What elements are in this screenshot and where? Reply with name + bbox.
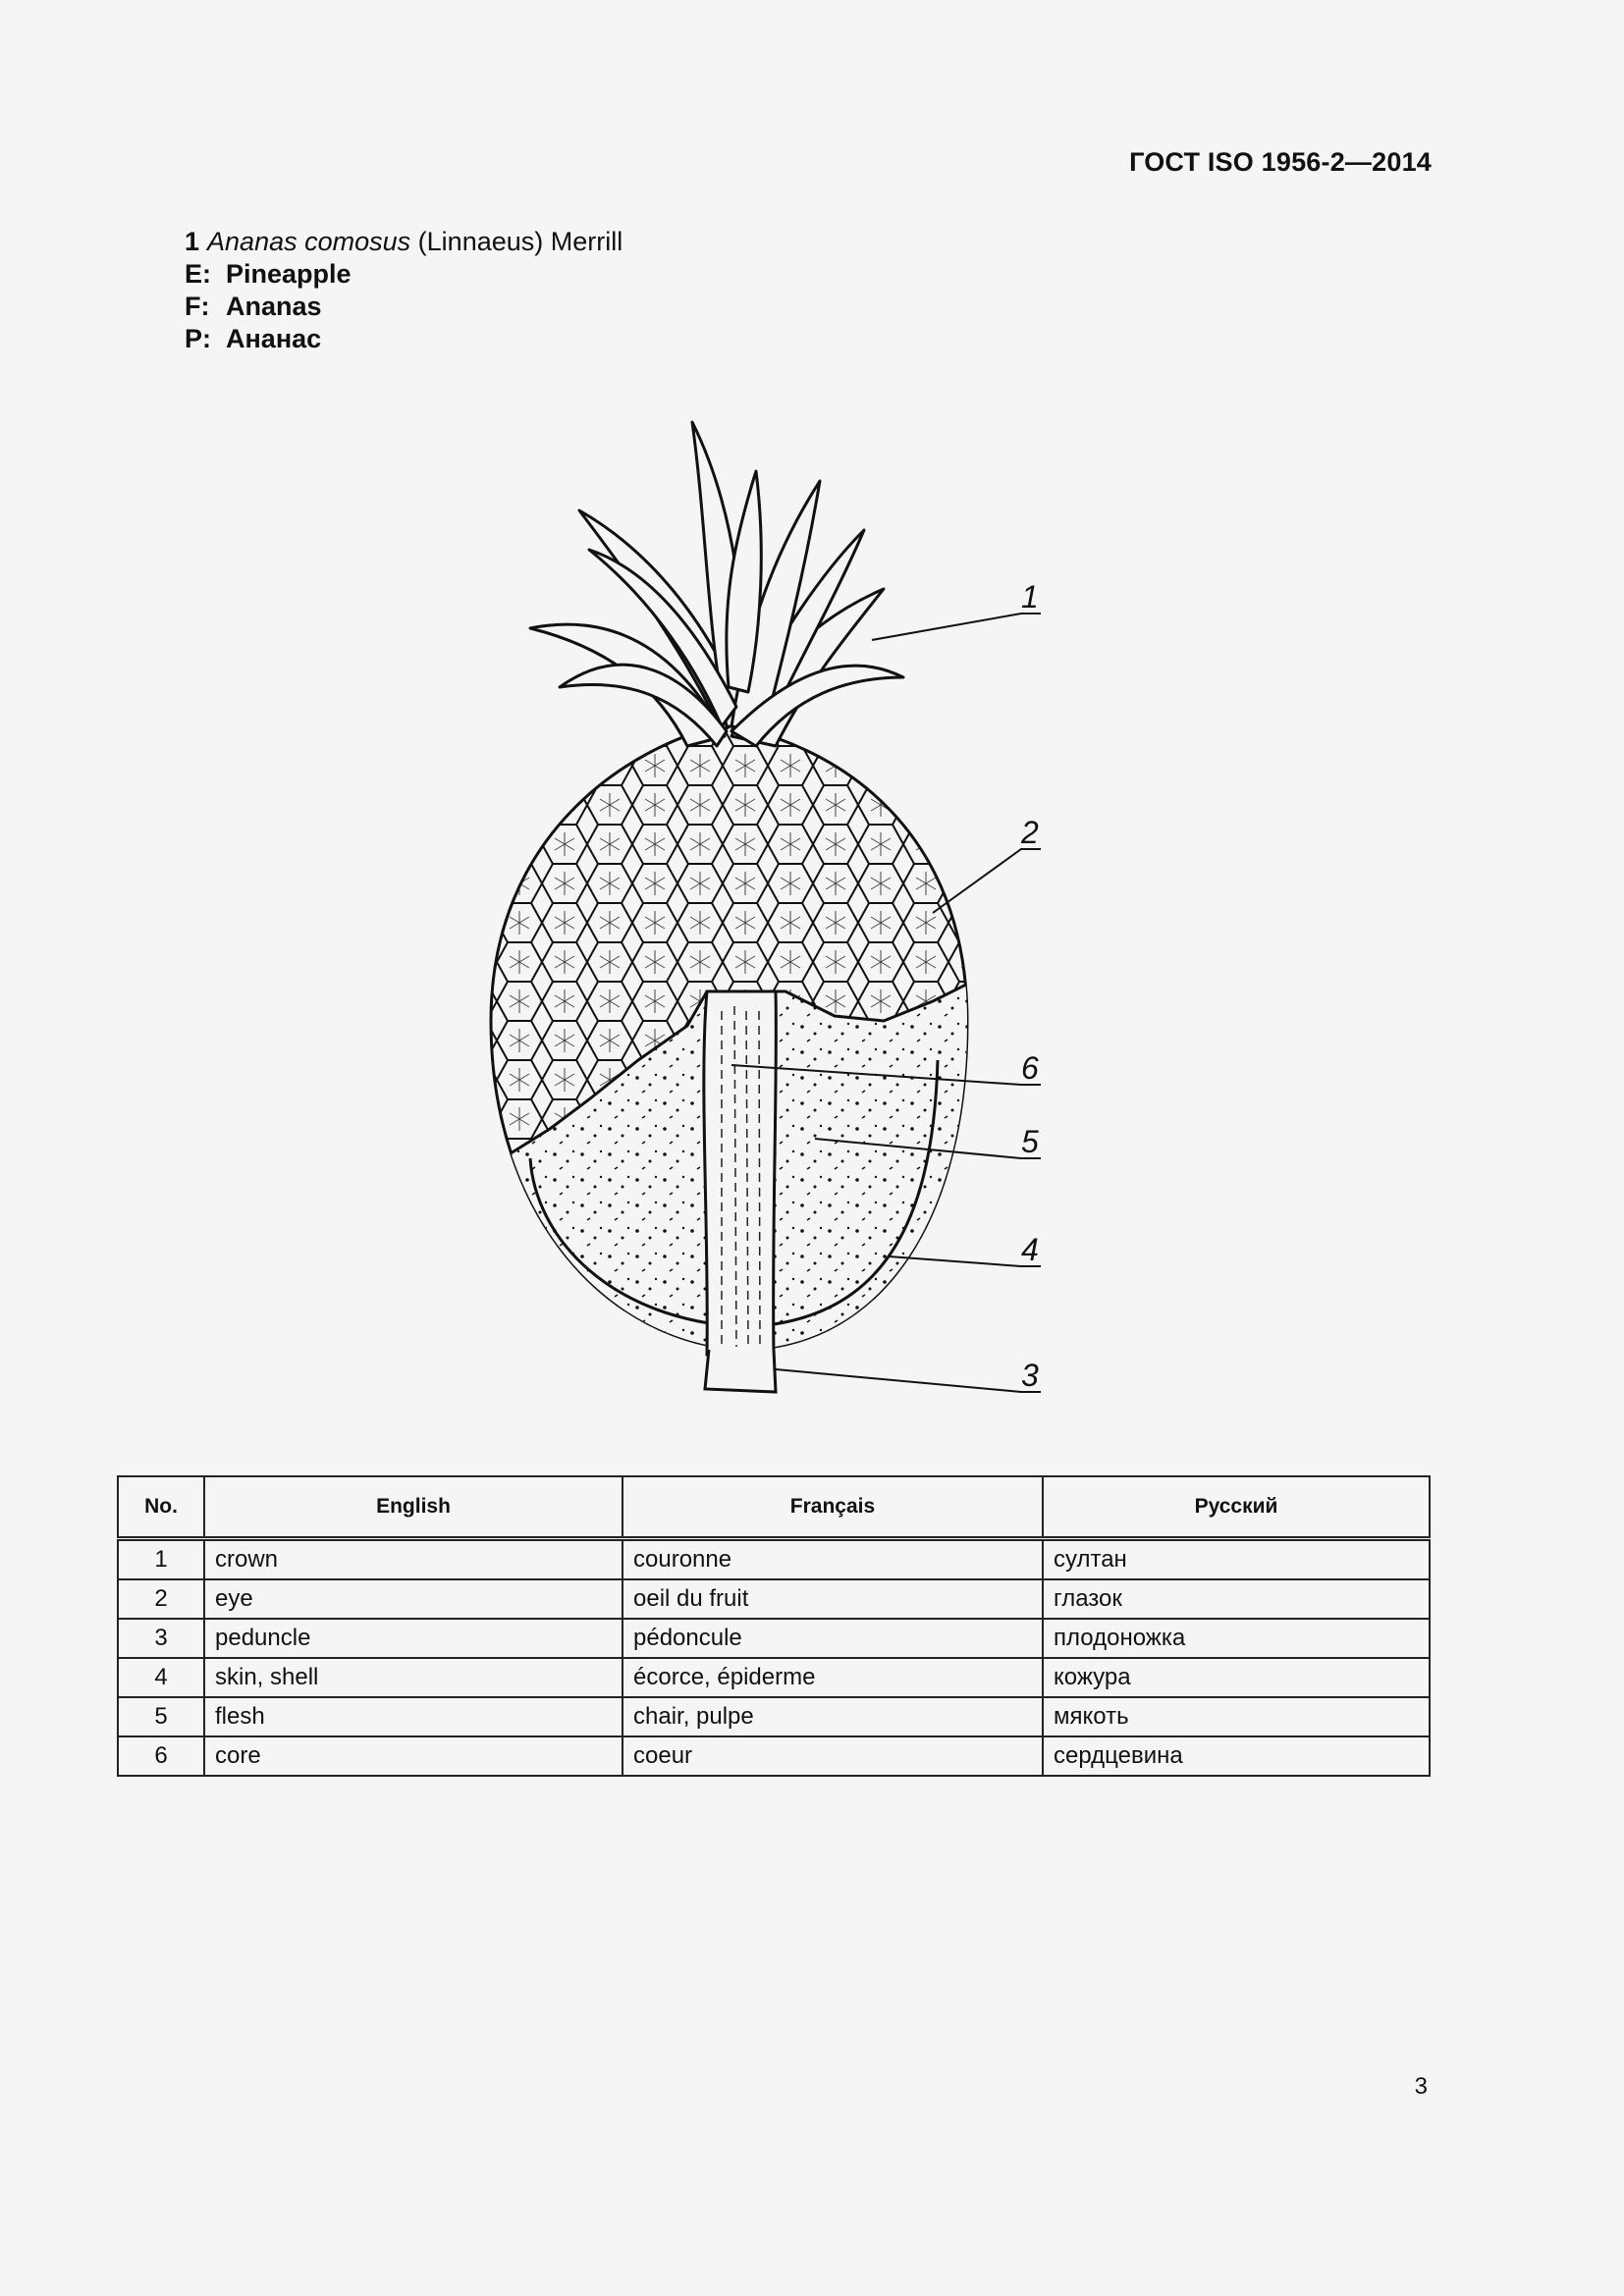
lang-code: F: (185, 292, 210, 321)
col-header-no: No. (118, 1476, 204, 1539)
species-title (185, 226, 623, 258)
cell-english: flesh (204, 1697, 623, 1736)
cell-no: 4 (118, 1658, 204, 1697)
species-block (185, 226, 623, 355)
cell-no: 5 (118, 1697, 204, 1736)
document-code: ГОСТ ISO 1956-2—2014 (1129, 147, 1432, 177)
cell-russian: глазок (1043, 1579, 1430, 1619)
col-header-english: English (204, 1476, 623, 1539)
col-header-russian: Русский (1043, 1476, 1430, 1539)
name-russian (185, 323, 623, 355)
cell-english: core (204, 1736, 623, 1776)
cell-french: chair, pulpe (623, 1697, 1043, 1736)
cell-no: 3 (118, 1619, 204, 1658)
cell-no: 1 (118, 1539, 204, 1580)
col-header-french: Français (623, 1476, 1043, 1539)
name-french (185, 291, 623, 323)
cell-russian: кожура (1043, 1658, 1430, 1697)
cell-no: 6 (118, 1736, 204, 1776)
page-number: 3 (1414, 2073, 1428, 2100)
cell-french: écorce, épiderme (623, 1658, 1043, 1697)
cell-english: skin, shell (204, 1658, 623, 1697)
lang-name: Pineapple (226, 259, 352, 289)
species-number: 1 (185, 227, 200, 256)
cell-english: eye (204, 1579, 623, 1619)
cell-russian: плодоножка (1043, 1619, 1430, 1658)
cell-russian: мякоть (1043, 1697, 1430, 1736)
table-row (118, 1579, 1430, 1619)
table-header-row (118, 1476, 1430, 1539)
lang-code: E: (185, 259, 211, 289)
terms-table (117, 1475, 1431, 1777)
table-row (118, 1736, 1430, 1776)
cell-french: couronne (623, 1539, 1043, 1580)
latin-name: Ananas comosus (207, 227, 411, 256)
lang-name: Ananas (226, 292, 322, 321)
callout-5: 5 (1021, 1124, 1039, 1159)
table-row (118, 1658, 1430, 1697)
table-row (118, 1539, 1430, 1580)
callout-3: 3 (1021, 1358, 1039, 1393)
name-english (185, 258, 623, 291)
table-row (118, 1619, 1430, 1658)
species-authority: (Linnaeus) Merrill (417, 227, 623, 256)
cell-french: coeur (623, 1736, 1043, 1776)
callout-1: 1 (1021, 579, 1039, 614)
table-row (118, 1697, 1430, 1736)
callout-4: 4 (1021, 1232, 1039, 1267)
cell-russian: султан (1043, 1539, 1430, 1580)
cell-russian: сердцевина (1043, 1736, 1430, 1776)
lang-code: P: (185, 324, 211, 353)
callout-6: 6 (1021, 1050, 1039, 1086)
callout-2: 2 (1021, 815, 1039, 850)
cell-english: peduncle (204, 1619, 623, 1658)
cell-french: pédoncule (623, 1619, 1043, 1658)
cell-french: oeil du fruit (623, 1579, 1043, 1619)
lang-name: Ананас (226, 324, 322, 353)
cell-no: 2 (118, 1579, 204, 1619)
cell-english: crown (204, 1539, 623, 1580)
